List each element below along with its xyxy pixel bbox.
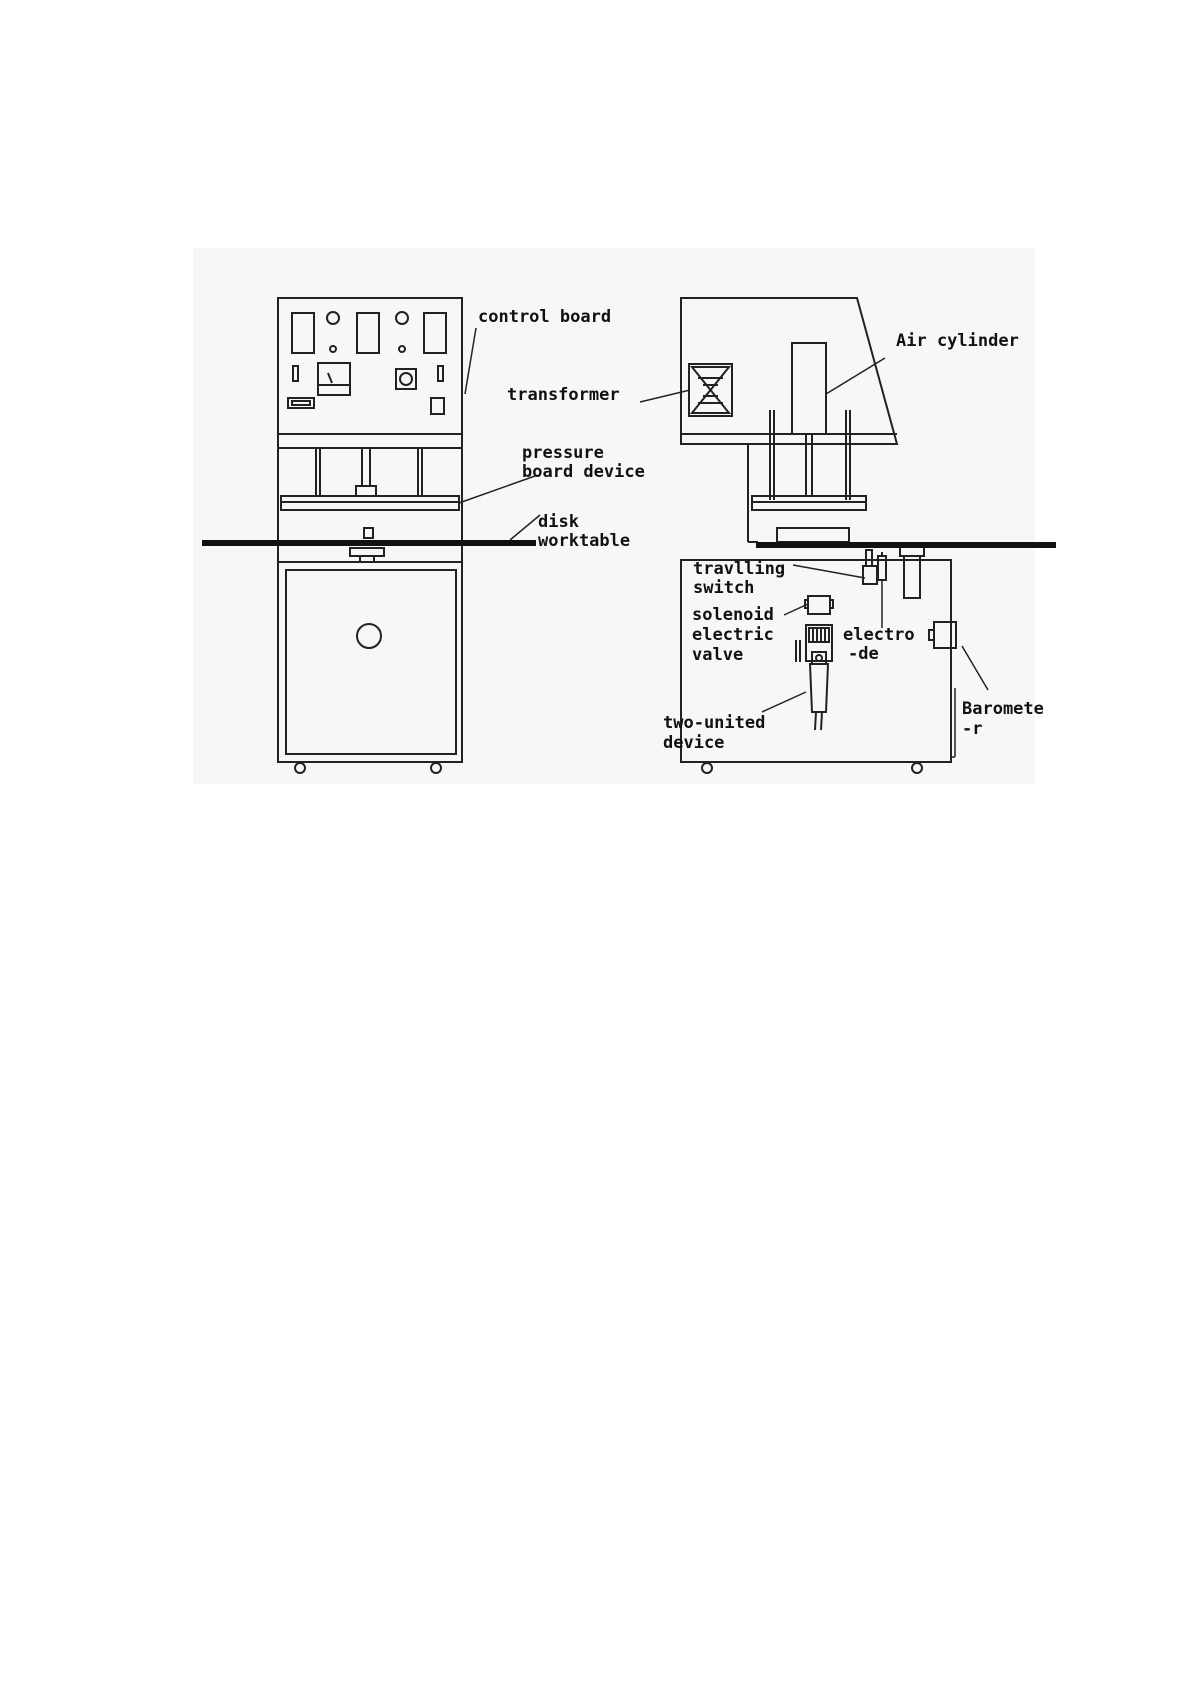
side-disk-worktable: [756, 542, 1056, 548]
label-solenoid-line3: valve: [692, 645, 744, 665]
label-barometer-line1: Baromete: [962, 699, 1044, 719]
label-disk-worktable-line2: worktable: [538, 531, 631, 551]
label-travlling-switch-line1: travlling: [693, 559, 786, 579]
label-two-united-line1: two-united: [663, 713, 766, 733]
label-electrode-line2: -de: [848, 644, 879, 664]
figure-background-panel: [193, 248, 1035, 784]
label-air-cylinder: Air cylinder: [896, 331, 1019, 351]
front-disk-worktable: [202, 540, 536, 546]
label-electrode-line1: electro: [843, 625, 915, 645]
label-control-board: control board: [478, 307, 612, 327]
label-pressure-board-line2: board device: [522, 462, 645, 482]
label-travlling-switch-line2: switch: [693, 578, 755, 598]
label-pressure-board-line1: pressure: [522, 443, 604, 463]
label-two-united-line2: device: [663, 733, 725, 753]
label-solenoid-line1: solenoid: [692, 605, 774, 625]
label-disk-worktable-line1: disk: [538, 512, 579, 532]
label-solenoid-line2: electric: [692, 625, 774, 645]
label-transformer: transformer: [507, 385, 620, 405]
label-barometer-line2: -r: [962, 719, 983, 739]
